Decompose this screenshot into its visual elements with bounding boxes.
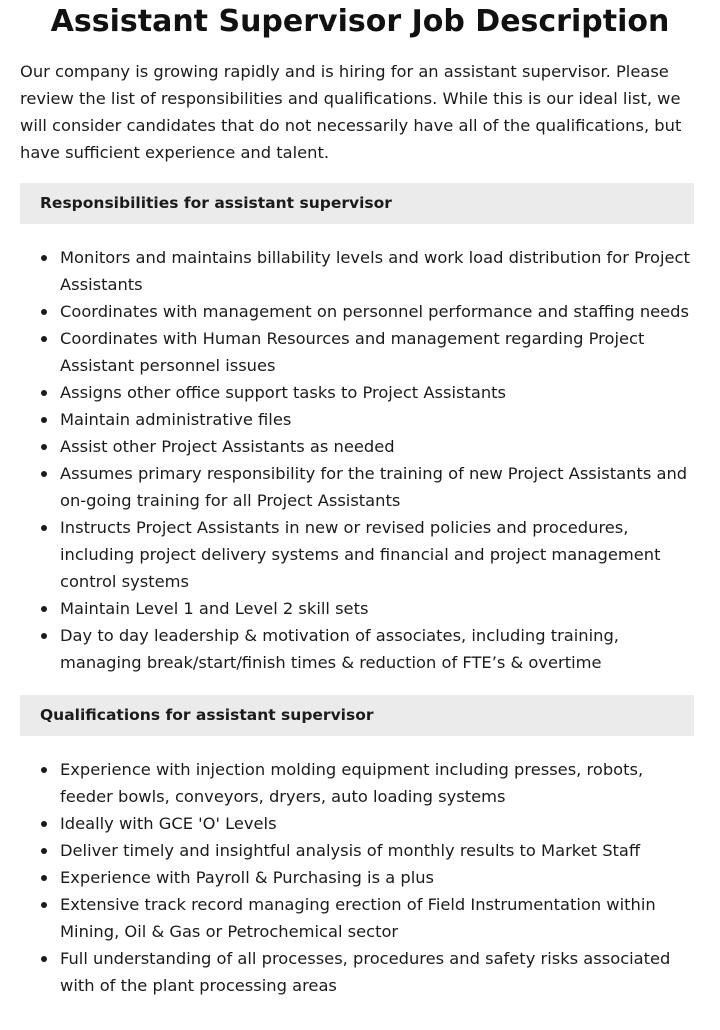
list-item: Assumes primary responsibility for the training of new Project Assistants and on-going training for all Project Assistants — [60, 460, 696, 514]
list-item: Coordinates with Human Resources and management regarding Project Assistant personnel issues — [60, 325, 696, 379]
list-item: Maintain Level 1 and Level 2 skill sets — [60, 595, 696, 622]
page-title: Assistant Supervisor Job Description — [50, 4, 670, 39]
list-item: Experience with Payroll & Purchasing is a plus — [60, 864, 696, 891]
list-item: Experience with injection molding equipment including presses, robots, feeder bowls, conveyors, dryers, auto loading systems — [60, 756, 696, 810]
list-item: Day to day leadership & motivation of associates, including training, managing break/start/finish times & reduction of FTE’s & overtime — [60, 622, 696, 676]
list-item: Full understanding of all processes, procedures and safety risks associated with of the plant processing areas — [60, 945, 696, 999]
qualifications-heading: Qualifications for assistant supervisor — [20, 695, 694, 736]
list-item: Maintain administrative files — [60, 406, 696, 433]
list-item: Instructs Project Assistants in new or revised policies and procedures, including project delivery systems and financial and project management control systems — [60, 514, 696, 595]
list-item: Ideally with GCE 'O' Levels — [60, 810, 696, 837]
intro-paragraph: Our company is growing rapidly and is hiring for an assistant supervisor. Please review the list of responsibilities and qualifications. While this is our ideal list, we will consider candidates that do not necessarily have all of the qualifications, but have sufficient experience and talent. — [20, 62, 682, 162]
list-item: Assigns other office support tasks to Project Assistants — [60, 379, 696, 406]
list-item: Coordinates with management on personnel performance and staffing needs — [60, 298, 696, 325]
list-item: Monitors and maintains billability levels and work load distribution for Project Assistants — [60, 244, 696, 298]
qualifications-list — [20, 756, 696, 999]
responsibilities-list — [20, 244, 696, 676]
list-item: Extensive track record managing erection of Field Instrumentation within Mining, Oil & Gas or Petrochemical sector — [60, 891, 696, 945]
list-item: Assist other Project Assistants as needed — [60, 433, 696, 460]
responsibilities-heading: Responsibilities for assistant supervisor — [20, 183, 694, 224]
list-item: Deliver timely and insightful analysis of monthly results to Market Staff — [60, 837, 696, 864]
